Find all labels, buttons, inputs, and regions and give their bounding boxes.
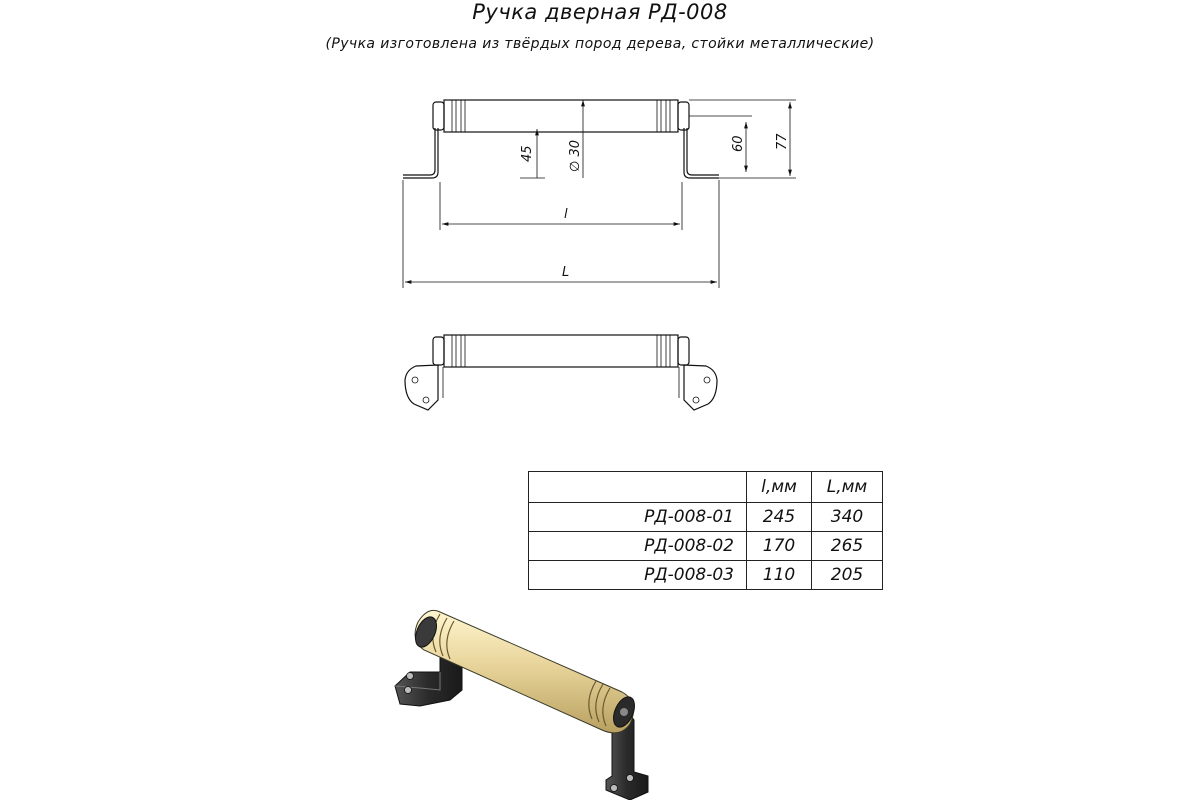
spec-table: [528, 471, 883, 590]
dim-60-label: 60: [731, 135, 746, 152]
drawing-subtitle: (Ручка изготовлена из твёрдых пород дерева, стойки металлические): [325, 36, 875, 52]
dim-l-label: l: [564, 207, 568, 222]
dim-77-label: 77: [775, 133, 790, 150]
table-cell-l: 245: [747, 503, 812, 532]
drawing-title: Ручка дверная РД-008: [472, 0, 728, 24]
table-header-model: [529, 472, 747, 503]
handle-3d-render: [395, 610, 648, 800]
table-cell-L: 340: [812, 503, 883, 532]
table-cell-L: 265: [812, 532, 883, 561]
table-cell-l: 170: [747, 532, 812, 561]
table-cell-L: 205: [812, 561, 883, 590]
table-cell-l: 110: [747, 561, 812, 590]
dim-45-label: 45: [520, 145, 535, 162]
table-header-l: l,мм: [747, 472, 812, 503]
table-row: [529, 503, 883, 532]
table-cell-model: РД-008-01: [529, 503, 747, 532]
dim-diameter-label: ∅ 30: [568, 140, 583, 172]
front-view: [403, 100, 796, 288]
side-view: [405, 335, 717, 410]
table-row: [529, 532, 883, 561]
table-header-row: [529, 472, 883, 503]
table-cell-model: РД-008-02: [529, 532, 747, 561]
table-header-L: L,мм: [812, 472, 883, 503]
table-cell-model: РД-008-03: [529, 561, 747, 590]
dim-L-label: L: [562, 265, 570, 280]
table-row: [529, 561, 883, 590]
